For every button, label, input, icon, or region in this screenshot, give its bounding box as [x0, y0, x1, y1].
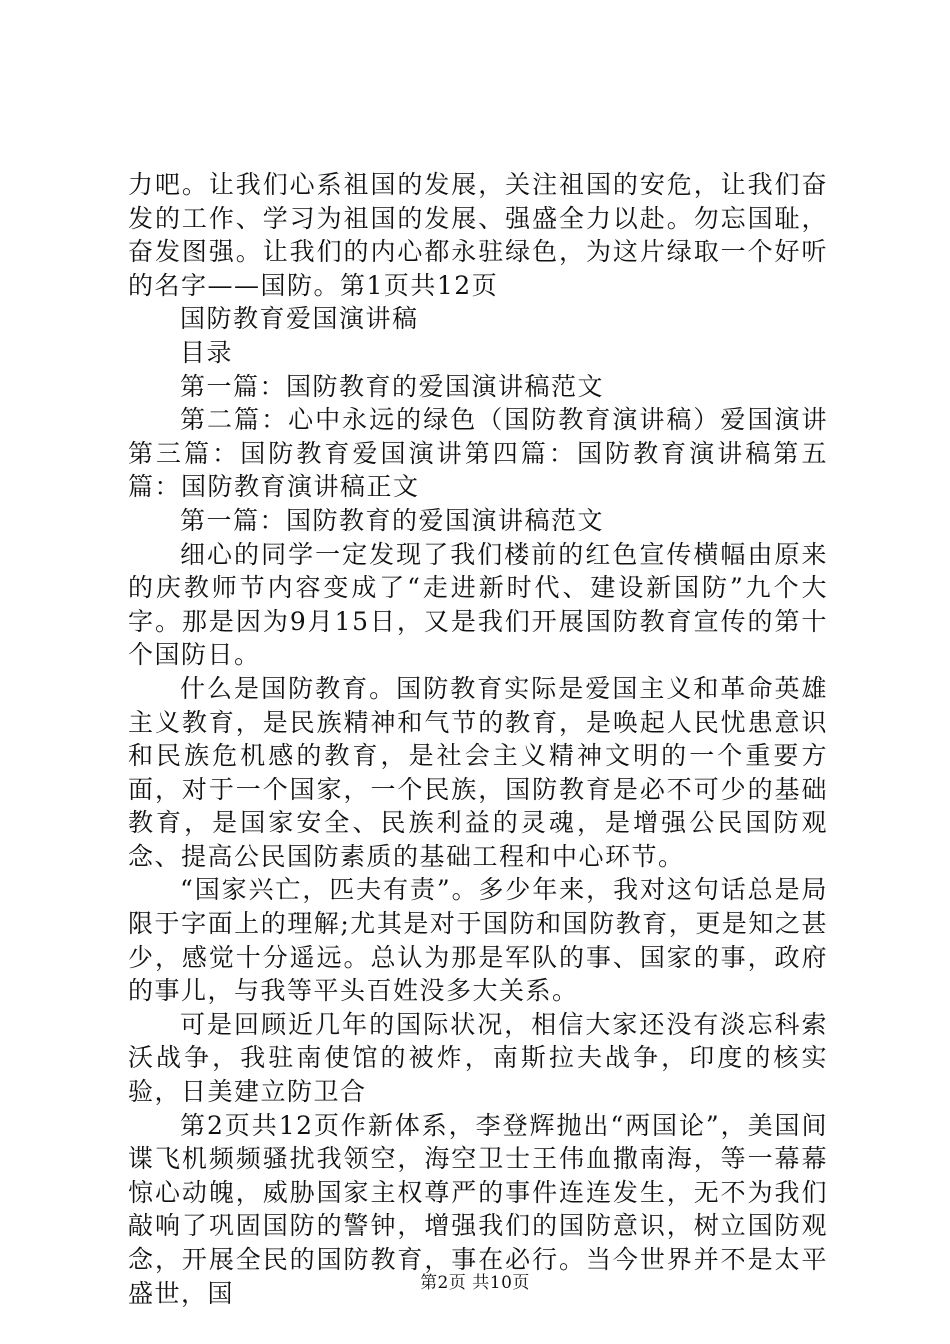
page-footer: 第2页 共10页 — [420, 1273, 530, 1293]
document-title: 国防教育爱国演讲稿 — [180, 304, 419, 334]
document-body — [128, 168, 828, 1310]
paragraph: 第2页共12页作新体系，李登辉抛出“两国论”，美国间谍飞机频频骚扰我领空，海空卫士王伟血撒南海，等一幕幕惊心动魄，威胁国家主权尊严的事件连连发生，无不为我们敲响了巩固国防的警钟，增强我们的国防意识，树立国防观念，开展全民的国防教育，事在必行。当今世界并不是太平盛世，国 — [128, 1110, 828, 1308]
paragraph-continuation: 力吧。让我们心系祖国的发展，关注祖国的安危，让我们奋发的工作、学习为祖国的发展、强盛全力以赴。勿忘国耻，奋发图强。让我们的内心都永驻绿色，为这片绿取一个好听的名字——国防。第1页共12页 — [128, 170, 828, 300]
toc-heading: 目录 — [180, 337, 234, 367]
paragraph: “国家兴亡，匹夫有责”。多少年来，我对这句话总是局限于字面上的理解;尤其是对于国防和国防教育，更是知之甚少，感觉十分遥远。总认为那是军队的事、国家的事，政府的事儿，与我等平头百姓没多大关系。 — [128, 875, 828, 1006]
section-heading: 第一篇：国防教育的爱国演讲稿范文 — [180, 505, 605, 535]
paragraph: 可是回顾近几年的国际状况，相信大家还没有淡忘科索沃战争，我驻南使馆的被炸，南斯拉夫战争，印度的核实验，日美建立防卫合 — [128, 1009, 828, 1107]
paragraph: 细心的同学一定发现了我们楼前的红色宣传横幅由原来的庆教师节内容变成了“走进新时代、建设新国防”九个大字。那是因为9月15日，又是我们开展国防教育宣传的第十个国防日。 — [128, 539, 828, 670]
toc-item: 第一篇：国防教育的爱国演讲稿范文 — [180, 371, 605, 401]
toc-item: 第二篇：心中永远的绿色（国防教育演讲稿）爱国演讲第三篇：国防教育爱国演讲第四篇：国防教育演讲稿第五篇：国防教育演讲稿正文 — [128, 405, 828, 502]
paragraph: 什么是国防教育。国防教育实际是爱国主义和革命英雄主义教育，是民族精神和气节的教育，是唤起人民忧患意识和民族危机感的教育，是社会主义精神文明的一个重要方面，对于一个国家，一个民族，国防教育是必不可少的基础教育，是国家安全、民族利益的灵魂，是增强公民国防观念、提高公民国防素质的基础工程和中心环节。 — [128, 673, 828, 871]
